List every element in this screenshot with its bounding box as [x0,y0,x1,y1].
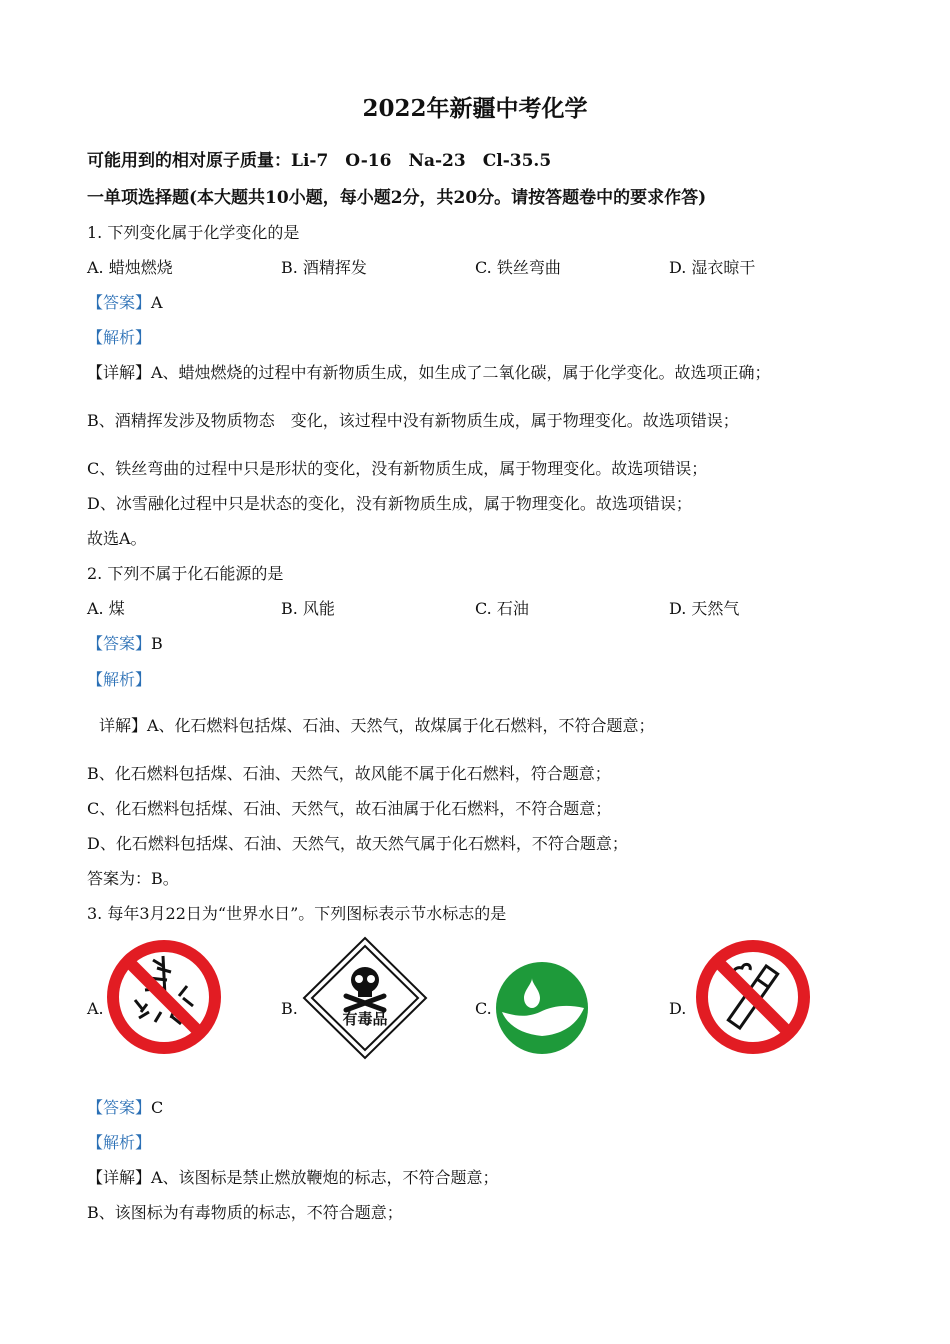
q1-option-b: B. 酒精挥发 [281,258,367,277]
q1-option-d: D. 湿衣晾干 [669,258,756,277]
q3-option-a-label: A. [87,999,104,1018]
question-3-stem: 3. 每年3月22日为“世界水日”。下列图标表示节水标志的是 [87,904,507,923]
q1-answer [87,290,163,313]
toxic-substance-icon [302,936,428,1060]
atomic-mass-line: 可能用到的相对原子质量：Li-7 O-16 Na-23 Cl-35.5 [87,151,552,171]
q2-analysis-tag: 【解析】 [87,670,152,689]
q3-analysis-tag: 【解析】 [87,1133,152,1152]
no-smoking-icon [694,938,812,1056]
q3-option-d-label: D. [669,999,687,1018]
q2-option-a: A. 煤 [87,599,125,618]
water-saving-icon [496,962,588,1054]
q2-detail-line: 答案为：B。 [87,869,179,888]
question-2-stem: 2. 下列不属于化石能源的是 [87,564,284,583]
answer-tag: 【答案】 [87,293,152,312]
q1-option-a: A. 蜡烛燃烧 [87,258,173,277]
answer-value: C [151,1098,164,1117]
q3-option-b-label: B. [281,999,298,1018]
question-1-stem: 1. 下列变化属于化学变化的是 [87,223,300,242]
q1-detail-line: B、酒精挥发涉及物质物态 变化，该过程中没有新物质生成，属于物理变化。故选项错误； [87,411,739,430]
q1-option-c: C. 铁丝弯曲 [475,258,561,277]
q3-detail-line: B、该图标为有毒物质的标志，不符合题意； [87,1203,403,1222]
no-firecrackers-icon [105,938,223,1056]
q1-detail-line: D、冰雪融化过程中只是状态的变化，没有新物质生成，属于物理变化。故选项错误； [87,494,692,513]
q3-detail-line: 【详解】A、该图标是禁止燃放鞭炮的标志，不符合题意； [87,1168,499,1187]
answer-value: A [151,293,163,312]
q2-option-d: D. 天然气 [669,599,740,618]
q2-option-c: C. 石油 [475,599,529,618]
page-title: 2022年新疆中考化学 [362,95,588,122]
answer-tag: 【答案】 [87,1098,152,1117]
q1-detail-line: 故选A。 [87,529,147,548]
q2-detail-line: C、化石燃料包括煤、石油、天然气，故石油属于化石燃料，不符合题意； [87,799,612,818]
answer-value: B [151,634,163,653]
toxic-label: 有毒品 [342,1010,388,1028]
q3-answer [87,1095,163,1118]
q1-detail-line: 【详解】A、蜡烛燃烧的过程中有新物质生成，如生成了二氧化碳，属于化学变化。故选项正确； [87,363,771,382]
q2-answer [87,631,163,654]
section-heading: 一单项选择题(本大题共10小题，每小题2分，共20分。请按答题卷中的要求作答) [87,188,707,208]
q1-detail-line: C、铁丝弯曲的过程中只是形状的变化，没有新物质生成，属于物理变化。故选项错误； [87,459,708,478]
q3-option-c-label: C. [475,999,492,1018]
q2-detail-line: B、化石燃料包括煤、石油、天然气，故风能不属于化石燃料，符合题意； [87,764,611,783]
answer-tag: 【答案】 [87,634,152,653]
q2-option-b: B. 风能 [281,599,335,618]
q2-detail-line: 详解】A、化石燃料包括煤、石油、天然气，故煤属于化石燃料，不符合题意； [99,716,655,735]
q2-detail-line: D、化石燃料包括煤、石油、天然气，故天然气属于化石燃料，不符合题意； [87,834,628,853]
q1-analysis-tag: 【解析】 [87,328,152,347]
